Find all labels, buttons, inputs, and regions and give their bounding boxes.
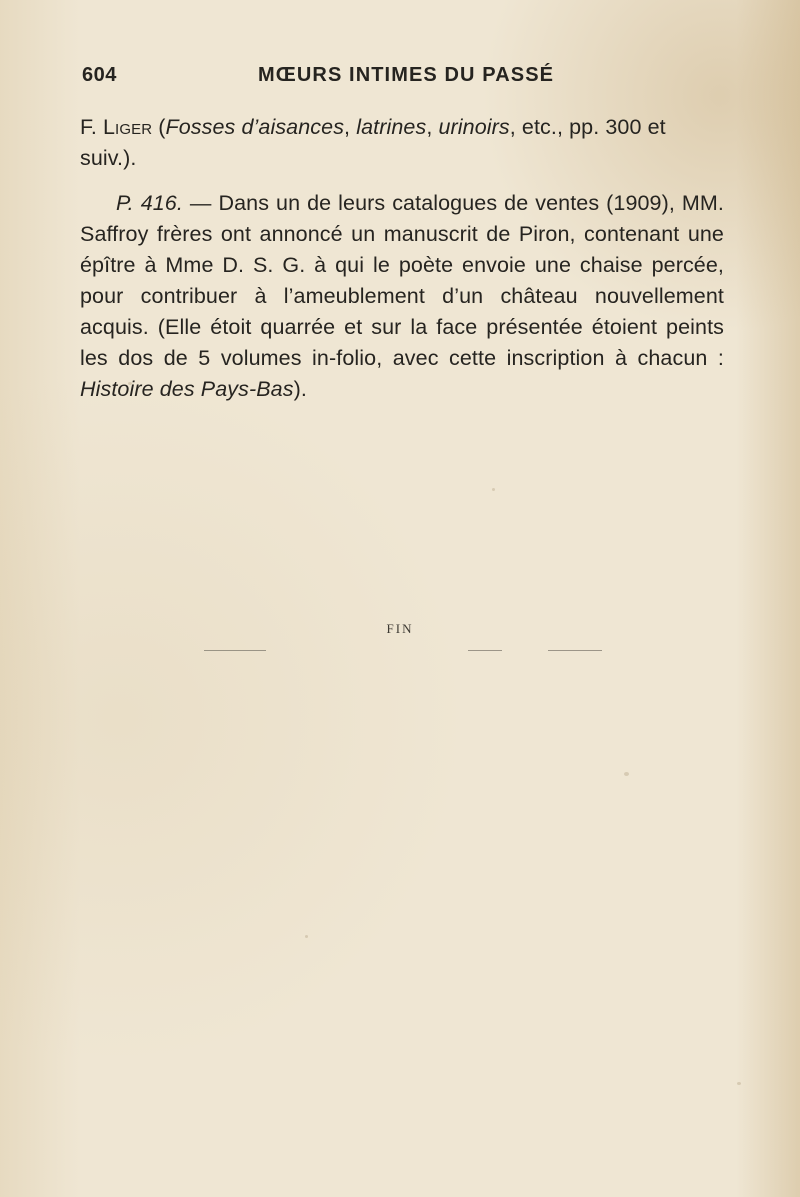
work-title-part: latrines: [356, 115, 427, 139]
punctuation: ,: [344, 115, 357, 139]
running-title: MŒURS INTIMES DU PASSÉ: [258, 64, 555, 86]
inscription-title: Histoire des Pays-Bas: [80, 377, 294, 401]
note-reference: P. 416.: [116, 191, 183, 215]
body-text: [80, 112, 724, 405]
running-head: [82, 64, 722, 88]
note-entry-416: [80, 188, 724, 405]
paper-fleck: [492, 488, 495, 491]
closing-word: FIN: [386, 621, 414, 636]
reference-entry-liger: [80, 112, 724, 174]
closing-rule-right: [548, 650, 602, 651]
closing-rule-middle: [468, 650, 502, 651]
citation-pages: , etc., pp. 300 et suiv.).: [80, 115, 666, 170]
paper-fleck: [128, 382, 132, 385]
punctuation: ,: [426, 115, 439, 139]
work-title-part: urinoirs: [438, 115, 510, 139]
paper-fleck: [737, 1082, 741, 1085]
punctuation: (: [152, 115, 166, 139]
note-text: — Dans un de leurs catalogues de ventes (1909), MM. Saffroy frères ont annoncé un manuscrit de Piron, contenant une épître à Mme D. S. G. à qui le poète envoie une chaise percée, pour contribuer à l’ameublement d’un château nouvellement acquis. (Elle étoit quarrée et sur la face présentée étoient peints les dos de 5 volumes in-folio, avec cette inscription à chacun :: [80, 191, 724, 370]
paper-fleck: [624, 772, 629, 776]
page-number: 604: [82, 64, 117, 86]
author-name: F. Liger: [80, 115, 153, 139]
paper-fleck: [305, 935, 308, 938]
note-text-end: ).: [293, 377, 307, 401]
closing-rule-left: [204, 650, 266, 651]
work-title-part: Fosses d’aisances: [165, 115, 345, 139]
